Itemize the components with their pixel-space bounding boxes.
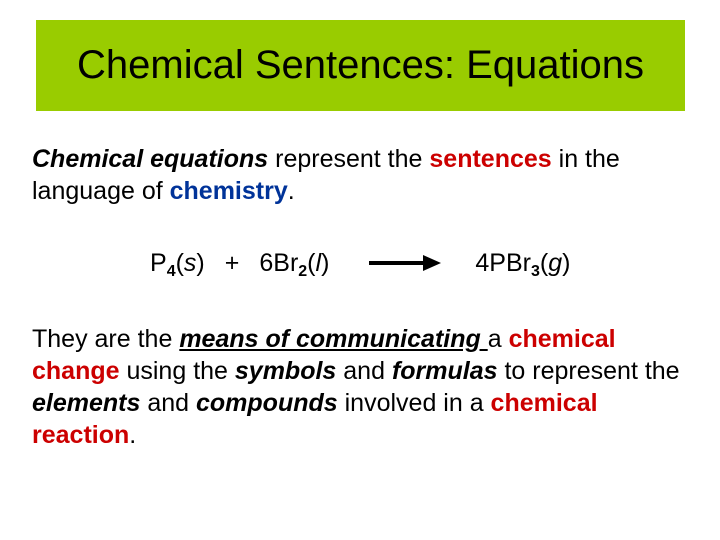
text-fragment: a bbox=[487, 325, 509, 353]
subscript: 4 bbox=[166, 263, 176, 280]
product-symbol: 4PBr bbox=[475, 249, 531, 277]
text-fragment: to represent the bbox=[497, 357, 680, 385]
state-symbol: s bbox=[183, 249, 197, 277]
right-arrow-icon bbox=[369, 253, 441, 273]
reactant-br2: $6Br_2(l)$ bbox=[259, 249, 330, 280]
text-fragment: They are the bbox=[32, 325, 180, 353]
state-symbol: g bbox=[548, 249, 563, 277]
term-chemical-equations: Chemical equations bbox=[32, 145, 269, 173]
term-chemical-reaction: chemical reaction bbox=[32, 389, 598, 449]
reactant-symbol: 6Br bbox=[259, 249, 299, 277]
term-means-of-communicating: means of communicating bbox=[179, 325, 488, 353]
term-compounds: compounds bbox=[196, 389, 338, 417]
reactant-symbol: P bbox=[150, 249, 167, 277]
text-fragment: represent the bbox=[268, 145, 430, 173]
text-fragment: using the bbox=[119, 357, 235, 385]
term-symbols: symbols bbox=[234, 357, 337, 385]
term-formulas: formulas bbox=[391, 357, 498, 385]
term-chemical-change: chemical change bbox=[32, 325, 616, 385]
subscript: 2 bbox=[298, 263, 308, 280]
product-pbr3: 4PBr$_3$(g) bbox=[475, 249, 571, 280]
term-sentences: sentences bbox=[429, 145, 552, 173]
term-chemistry: chemistry bbox=[169, 177, 288, 205]
state-symbol: l bbox=[315, 249, 322, 277]
text-fragment: and bbox=[140, 389, 196, 417]
text-fragment: . bbox=[129, 421, 137, 449]
paragraph-explanation bbox=[32, 323, 702, 451]
text-fragment: involved in a bbox=[337, 389, 491, 417]
plus-sign: + bbox=[224, 249, 240, 277]
chemical-equation bbox=[150, 246, 570, 280]
paragraph-intro bbox=[32, 143, 692, 207]
term-elements: elements bbox=[32, 389, 141, 417]
text-fragment: and bbox=[336, 357, 392, 385]
slide-title: Chemical Sentences: Equations bbox=[77, 43, 644, 87]
title-bar bbox=[36, 20, 685, 111]
text-fragment: . bbox=[287, 177, 295, 205]
text-fragment: in the language of bbox=[32, 145, 620, 205]
subscript: 3 bbox=[530, 263, 540, 280]
reactant-p4: $P_4(s)$ bbox=[150, 249, 205, 280]
